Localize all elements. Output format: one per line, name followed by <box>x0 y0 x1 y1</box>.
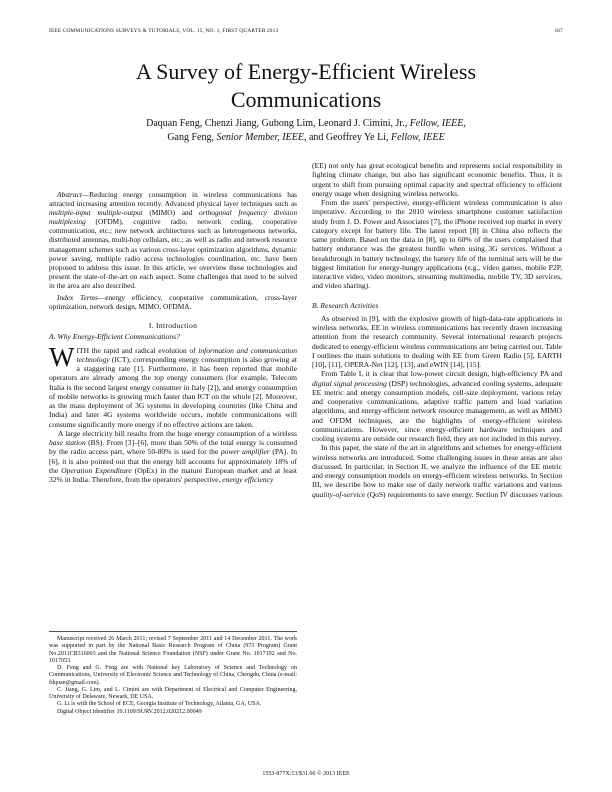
right-column <box>312 161 562 499</box>
paragraph-text: (DSP) technologies, advanced cooling systems, adequate EE metric and energy consumption models, cell-size deployment, various relay and cooperative communications, adaptive traffic pattern and load variation algorithms, and energy-efficient network resource management, as well as MIMO and OFDM techniques, are the highlights of energy-efficient wireless communications. However, since energy-efficient hardware techniques and cooling systems are outside our research field, they are not included in this survey. <box>312 378 562 443</box>
section-heading-introduction: I. Introduction <box>148 321 198 331</box>
paragraph-text: ITH the rapid and radical evolution of <box>76 345 199 355</box>
abstract-em-ofdm: orthogonal frequency division multiplexing <box>49 208 298 227</box>
paragraph-text: (QoS) requirements to save energy. Section IV discusses various <box>365 489 562 499</box>
abstract-label: Abstract <box>57 190 82 199</box>
page-number: 167 <box>554 28 563 34</box>
paragraph <box>49 429 297 485</box>
paragraph-text: From Table I, it is clear that low-power circuit design, high-efficiency PA and <box>321 369 562 379</box>
emphasis: digital signal processing <box>312 378 387 388</box>
paragraph-text: In this paper, the state of the art in algorithms and schemes for energy-efficient wireless networks are introduced. Some challenging issues in these areas are also discussed. In particular, in Section II, we analyze the influence of the EE metric and energy consumption models on energy-efficient wireless networks. In Section III, we describe how to make use of daily network traffic variations and various <box>312 443 562 490</box>
emphasis: energy efficiency <box>222 475 274 485</box>
left-column <box>49 190 297 484</box>
subsection-heading-why: A. Why Energy-Efficient Communications? <box>49 332 180 342</box>
index-terms-label: Index Terms <box>57 293 98 303</box>
emphasis: power amplifier <box>220 447 270 457</box>
paragraph-text: (BS). From [3]–[6], more than 50% of the total energy is consumed by the radio access part, where 50-80% is used for the <box>49 438 297 457</box>
paragraph-text: (OpEx) in the mature European market and at least 32% in India. Therefore, from the operators' perspective, <box>49 465 297 485</box>
emphasis: Operation Expenditure <box>61 465 132 475</box>
paragraph <box>49 341 297 429</box>
author-grade-2: Senior Member, IEEE, <box>216 131 307 143</box>
journal-header: IEEE COMMUNICATIONS SURVEYS & TUTORIALS, VOL. 15, NO. 1, FIRST QUARTER 2013 <box>49 28 279 34</box>
paragraph: From the users' perspective, energy-efficient wireless communication is also imperative. According to the 2010 wireless smartphone customer satisfaction study from J. D. Power and Associates [7], the iPhone received top marks in every category except for battery life. The latest report [8] in China also reflects the same problem. Based on the data in [8], up to 60% of the users complained that battery endurance was the greatest hurdle when using 3G services. Without a breakthrough in battery technology, the battery life of the terminal sets will be the biggest limitation for energy-hungry applications (e.g., video games, mobile P2P, interactive video, video monitors, streaming multimedia, mobile TV, 3D services, and video sharing). <box>312 198 562 291</box>
paragraph <box>312 443 562 499</box>
paper-title <box>40 58 572 114</box>
paragraph: As observed in [9], with the explosive growth of high-data-rate applications in wireless networks, EE in wireless communications has recently drawn increasing attention from the research community. Several international research projects dedicated to energy-efficient wireless communications are being carried out. Table I outlines the main solutions to dealing with EE from Green Radio [5], EARTH [10], [11], OPERA-Net [12], [13], and eWIN [14], [15]. <box>312 313 562 369</box>
footnotes <box>49 631 297 716</box>
title-line-2: Communications <box>230 87 382 112</box>
copyright-footer: 1553-877X/13/$31.00 © 2013 IEEE <box>262 771 350 777</box>
author-line-2 <box>40 131 572 145</box>
paragraph-text: (PA). In [6], it is also pointed out that the energy bill accounts for approximately 18% of the <box>49 447 297 475</box>
subsection-heading-research: B. Research Activities <box>312 300 379 310</box>
footnote-manuscript: Manuscript received 26 March 2011; revised 7 September 2011 and 14 December 2011. The work was supported in part by the National Basic Research Program of China (973 Program) Grant No.2011CB316003 and the National Science Foundation (NSF) under Grant No. 1017192 and No. 1017053. <box>49 636 297 664</box>
author-names-1: Daquan Feng, Chenzi Jiang, Gubong Lim, Leonard J. Cimini, Jr., <box>146 118 408 129</box>
title-line-1: A Survey of Energy-Efficient Wireless <box>135 59 477 84</box>
abstract-em-mimo: multiple-input multiple-output <box>49 208 143 218</box>
index-terms <box>49 293 297 311</box>
author-list <box>40 117 572 144</box>
running-head <box>49 28 563 34</box>
emphasis: base station <box>49 438 86 448</box>
footnote-affiliation: G. Li is with the School of ECE, Georgia Institute of Technology, Atlanta, GA, USA. <box>57 701 262 708</box>
author-name-gang-feng: Gang Feng, <box>167 131 214 143</box>
abstract-text: —Reducing energy consumption in wireless communications has attracted increasing attention recently. Advanced physical layer techniques such as <box>49 190 297 209</box>
paragraph: (EE) not only has great ecological benefits and represents social responsibility in fighting climate change, but also has significant economic benefits. Thus, it is urgent to shift from pursuing optimal capacity and spectral efficiency to efficient energy usage when designing wireless networks. <box>312 161 562 198</box>
footnote-affiliation: C. Jiang, G. Lim, and L. Cimini are with Department of Electrical and Computer Engineering, University of Delaware, Newark, DE USA. <box>49 686 297 700</box>
footnote-doi: Digital Object Identifier 10.1109/SURV.2012.020212.00049 <box>57 708 202 715</box>
abstract-text: (MIMO) and <box>142 208 200 218</box>
emphasis: information and communication technology <box>76 345 297 364</box>
author-line-1 <box>40 117 572 131</box>
paragraph <box>312 369 562 443</box>
paragraph-text: (ICT), corresponding energy consumption is also growing at a staggering rate [1]. Furthermore, it has been reported that mobile operators are already among the top energy consumers (for example, Telecom Italia is the second largest energy consumer in Italy [2]), and energy consumption of mobile networks is growing much faster than ICT on the whole [2]. Moreover, as the mass deployment of 3G systems in developing countries (like China and India) and later 4G systems worldwide occurs, mobile communications will consume significantly more energy if no effective actions are taken. <box>49 354 297 429</box>
index-terms-text: —energy efficiency, cooperative communication, cross-layer optimization, network design, MIMO, OFDMA. <box>49 293 297 312</box>
drop-cap: W <box>49 341 75 372</box>
abstract-text: (OFDM), cognitive radio, network coding, cooperative communication, etc.; new network architectures such as heterogeneous networks, distributed antennas, multi-hop cellulars, etc.; as well as radio and network resource management schemes such as various cross-layer optimization algorithms, dynamic power saving, multiple radio access technologies coordination, etc. have been proposed to address this issue. In this article, we overview these technologies and present the state-of-the-art on each aspect. Some challenges that need to be solved in the area are also described. <box>49 217 297 290</box>
author-grade-1: Fellow, IEEE, <box>409 118 466 129</box>
footnote-affiliation: D. Feng and G. Feng are with National key Laboratory of Science and Technology on Communications, University of Electronic Science and Technology of China, Chengdu, China (e-mail: fdquan@gmail.com). <box>49 665 297 686</box>
emphasis: quality-of-service <box>312 489 366 499</box>
author-name-geoffrey-li: and Geoffrey Ye Li, <box>308 131 389 143</box>
abstract <box>49 190 297 290</box>
paragraph-text: A large electricity bill results from the huge energy consumption of a wireless <box>58 428 297 438</box>
author-grade-3: Fellow, IEEE <box>391 131 445 143</box>
